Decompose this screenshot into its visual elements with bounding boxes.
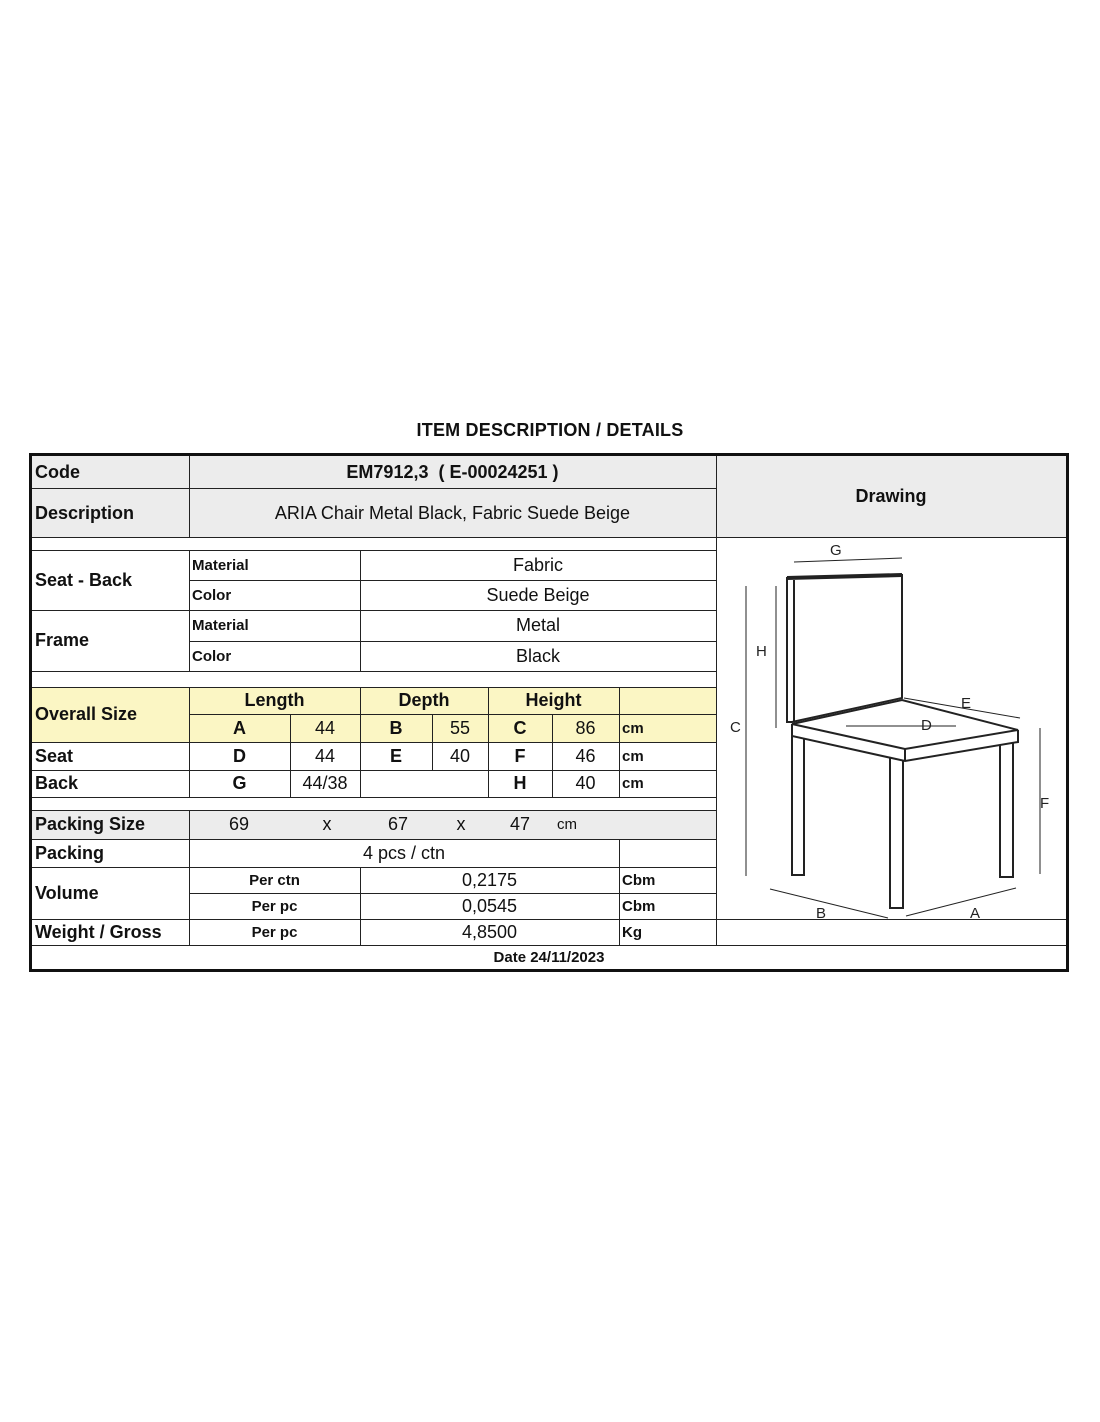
chair-backrest xyxy=(787,575,902,722)
code-value: EM7912,3 ( E-00024251 ) xyxy=(346,461,559,482)
dim-d-value: 44 xyxy=(314,745,336,766)
packing-label: Packing xyxy=(35,842,105,863)
dim-e-value: 40 xyxy=(449,745,471,766)
dim-b-value: 55 xyxy=(449,717,471,738)
weight-per-pc-label: Per pc xyxy=(251,923,298,941)
weight-label: Weight / Gross xyxy=(35,921,162,942)
frame-color: Black xyxy=(515,645,560,666)
seat-back-color-label: Color xyxy=(192,586,232,604)
packing-size-v1: 69 xyxy=(228,814,250,834)
dim-f-label: F xyxy=(514,745,526,766)
chair-leg xyxy=(1000,743,1013,877)
label-H: H xyxy=(756,643,767,660)
dim-c-label: C xyxy=(513,717,527,738)
grid-line xyxy=(32,671,716,672)
packing-size-unit: cm xyxy=(557,816,577,833)
chair-leg xyxy=(792,736,804,875)
chair-seat xyxy=(792,700,1018,749)
overall-size-label: Overall Size xyxy=(35,704,138,724)
seat-back-label: Seat - Back xyxy=(35,569,133,590)
frame-material: Metal xyxy=(515,615,560,635)
dim-g-label: G xyxy=(232,773,247,793)
chair-drawing xyxy=(716,538,1066,919)
dim-d-label: D xyxy=(233,745,246,766)
volume-per-ctn-unit: Cbm xyxy=(622,871,656,889)
seat-back-material: Fabric xyxy=(512,554,563,575)
dim-h-label: H xyxy=(513,773,527,793)
volume-per-pc-unit: Cbm xyxy=(622,897,656,915)
dim-g-value: 44/38 xyxy=(302,773,348,793)
packing-size-v3: 47 xyxy=(509,814,531,834)
label-G: G xyxy=(830,542,842,559)
dim-b-label: B xyxy=(389,717,403,738)
date-footer: Date 24/11/2023 xyxy=(493,948,605,966)
volume-per-pc: 0,0545 xyxy=(461,895,518,916)
label-C: C xyxy=(730,719,741,736)
document-title: ITEM DESCRIPTION / DETAILS xyxy=(416,420,684,440)
seat-label: Seat xyxy=(35,745,74,766)
dim-a-value: 44 xyxy=(314,717,336,738)
code-label: Code xyxy=(35,461,80,482)
description-value: ARIA Chair Metal Black, Fabric Suede Beige xyxy=(274,502,631,523)
packing-size-v2: 67 xyxy=(387,814,409,834)
frame-label: Frame xyxy=(35,630,90,650)
weight-unit: Kg xyxy=(622,923,642,941)
frame-color-label: Color xyxy=(192,647,232,665)
label-F: F xyxy=(1040,795,1050,812)
label-E: E xyxy=(961,695,972,712)
volume-label: Volume xyxy=(35,882,99,903)
spec-sheet xyxy=(29,453,1069,972)
depth-header: Depth xyxy=(398,690,450,710)
dim-c-value: 86 xyxy=(575,717,596,738)
label-D: D xyxy=(921,717,932,734)
packing-size-x1: x xyxy=(322,814,332,834)
height-header: Height xyxy=(525,690,582,710)
seat-back-color: Suede Beige xyxy=(486,584,590,605)
dim-f-value: 46 xyxy=(575,745,596,766)
chair-leg xyxy=(890,758,903,908)
seat-back-material-label: Material xyxy=(192,556,249,574)
volume-per-ctn: 0,2175 xyxy=(461,869,518,890)
grid-line xyxy=(32,797,716,798)
dim-a-label: A xyxy=(233,717,246,738)
packing-value: 4 pcs / ctn xyxy=(362,842,446,863)
seat-unit: cm xyxy=(622,747,644,765)
drawing-label: Drawing xyxy=(855,485,927,506)
overall-unit: cm xyxy=(622,719,644,737)
weight-value: 4,8500 xyxy=(461,921,518,942)
length-header: Length xyxy=(244,690,305,710)
volume-per-ctn-label: Per ctn xyxy=(249,871,300,889)
label-A: A xyxy=(970,905,981,919)
back-label: Back xyxy=(35,773,79,793)
packing-size-label: Packing Size xyxy=(35,814,146,834)
frame-material-label: Material xyxy=(192,617,249,634)
label-B: B xyxy=(816,905,827,919)
description-label: Description xyxy=(35,502,135,523)
dim-h-value: 40 xyxy=(575,773,596,793)
back-unit: cm xyxy=(622,775,644,792)
dim-e-label: E xyxy=(389,745,402,766)
packing-size-x2: x xyxy=(456,814,466,834)
volume-per-pc-label: Per pc xyxy=(251,897,298,915)
